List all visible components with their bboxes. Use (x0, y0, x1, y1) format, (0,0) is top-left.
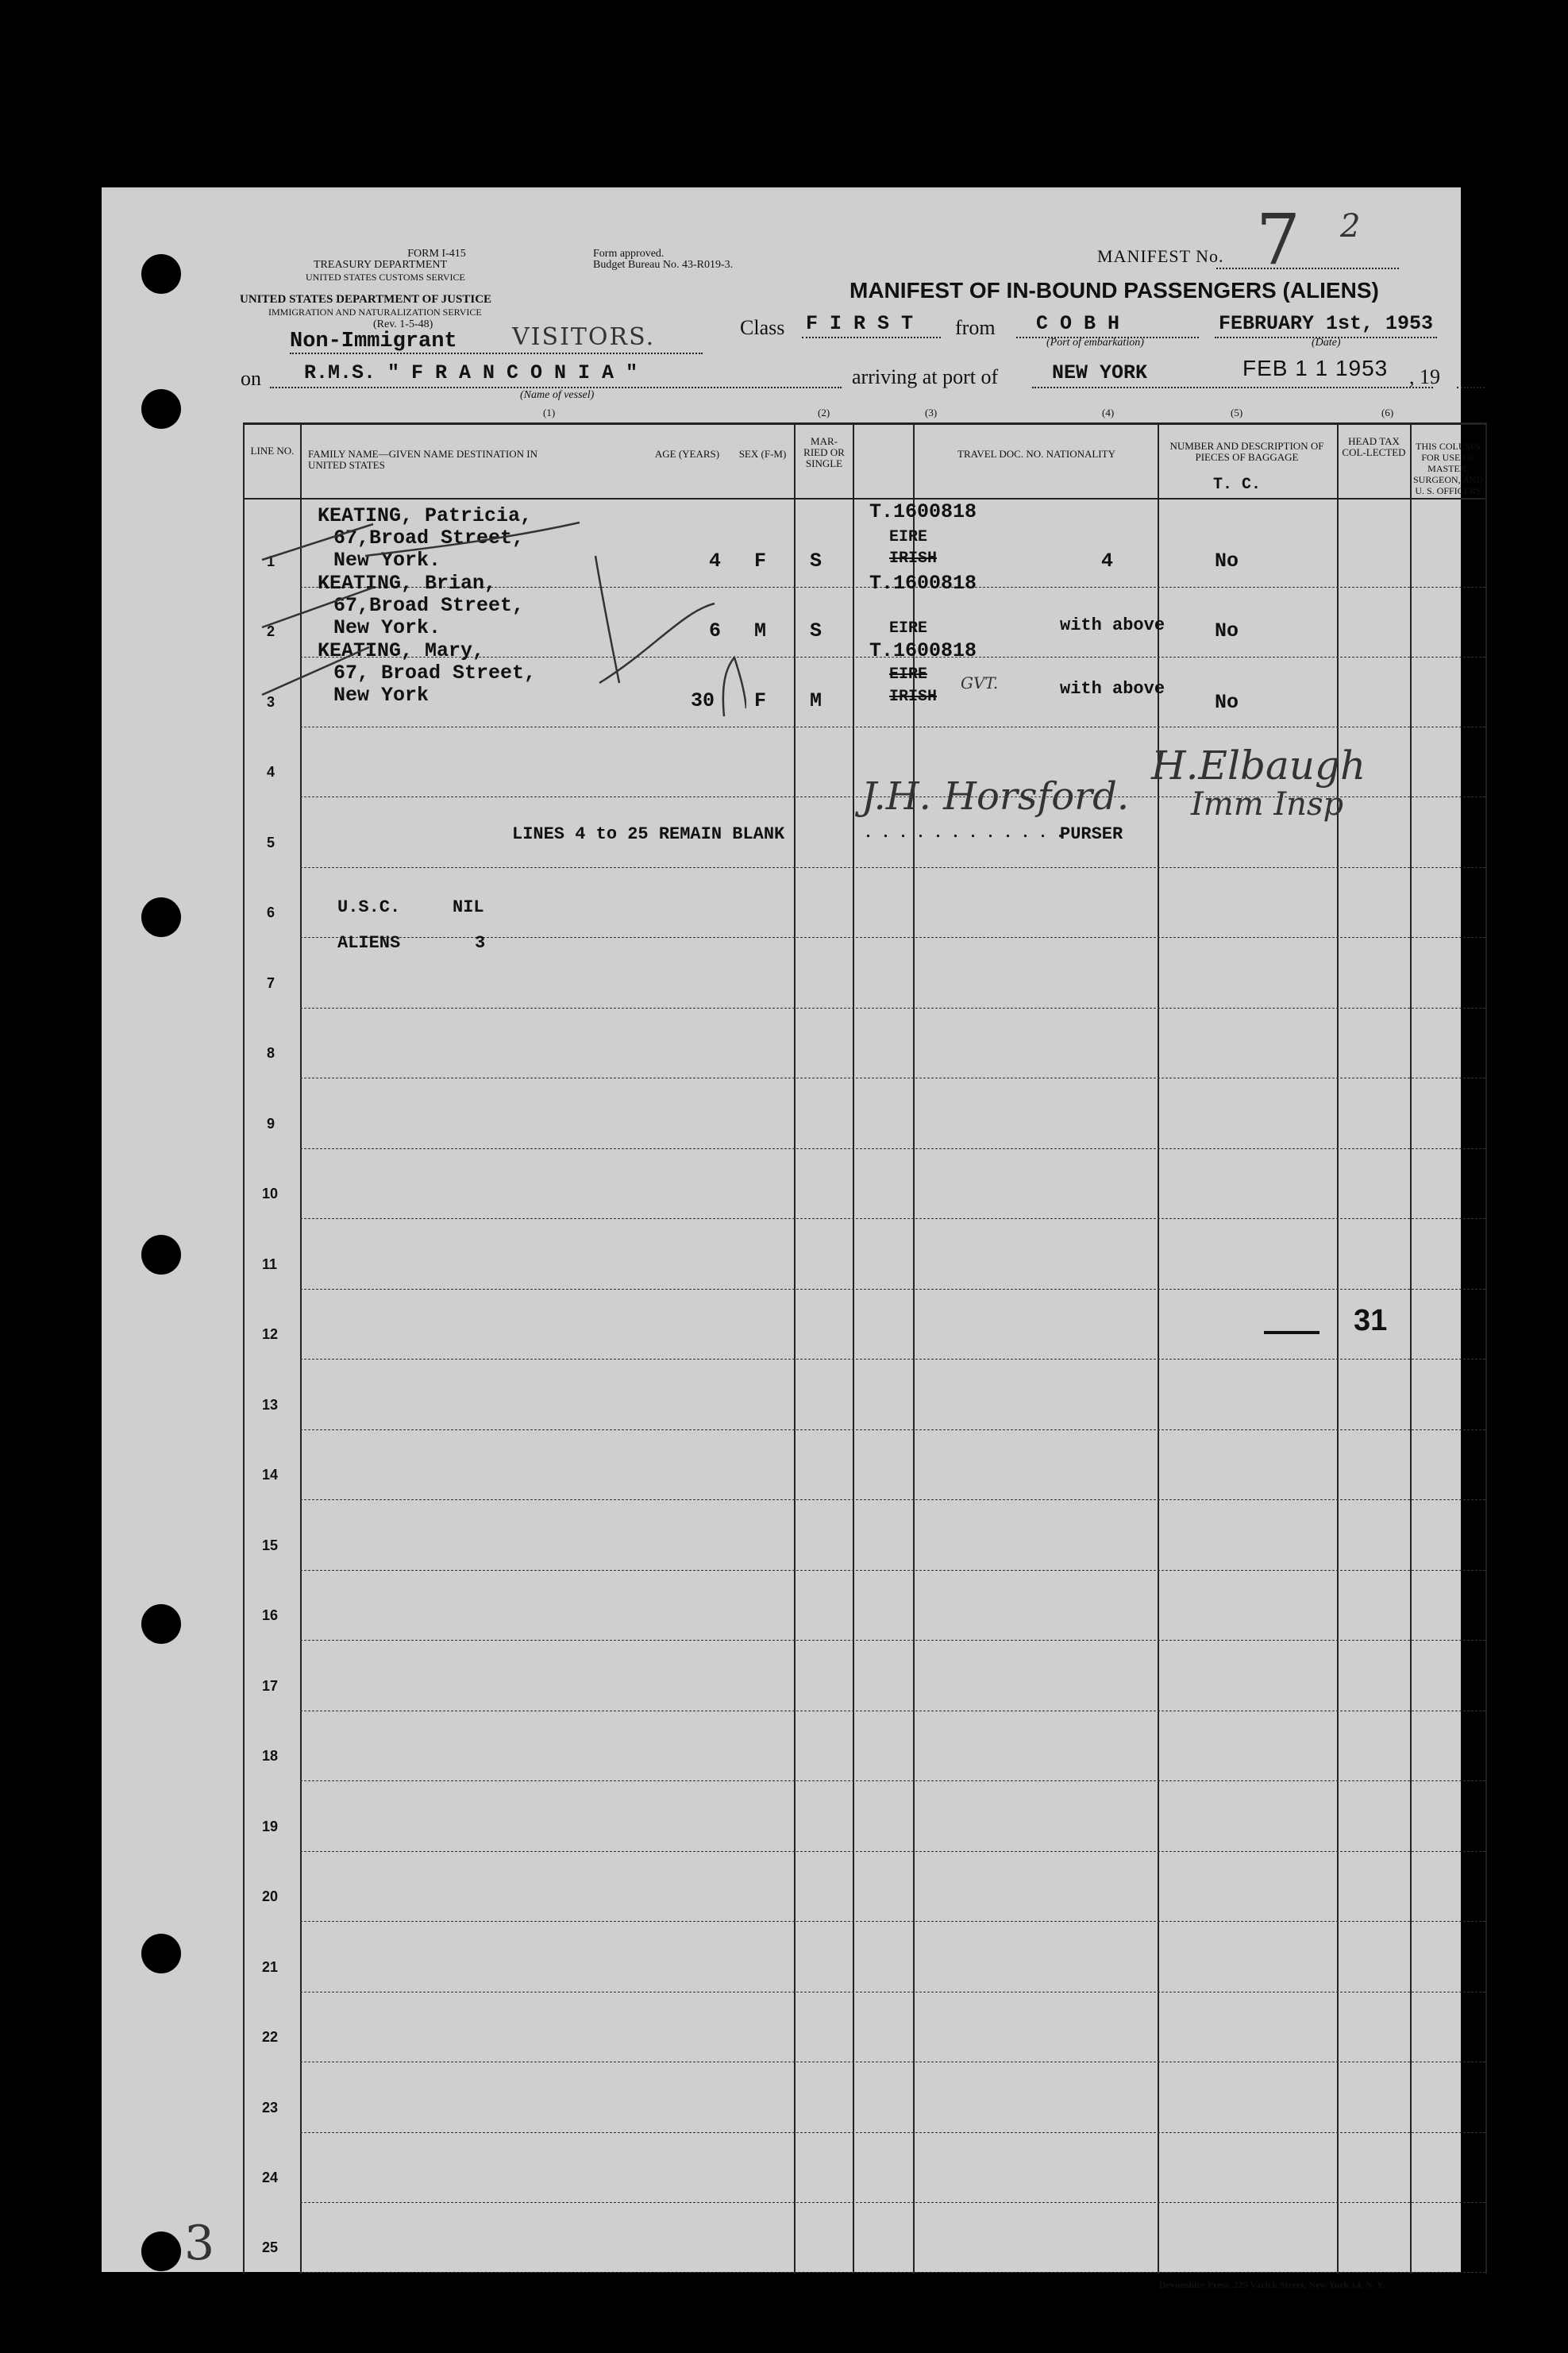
passenger-city: New York. (333, 549, 441, 572)
row-number: 23 (262, 2100, 279, 2116)
passenger-address: 67,Broad Street, (333, 594, 525, 617)
passenger-city: New York. (333, 616, 441, 639)
passenger-age: 4 (709, 550, 722, 573)
baggage-count: 4 (1101, 550, 1114, 573)
column-divider (1158, 425, 1159, 2274)
class-label: Class (740, 316, 785, 339)
travel-document: T.1600818 (869, 500, 977, 523)
row-number: 21 (262, 1959, 279, 1975)
column-number: (3) (925, 407, 938, 419)
row-number: 9 (267, 1116, 275, 1132)
row-number: 12 (262, 1326, 279, 1342)
manifest-title: MANIFEST OF IN-BOUND PASSENGERS (ALIENS) (849, 278, 1379, 303)
nationality: EIRE (889, 528, 928, 546)
column-number: (5) (1231, 407, 1243, 419)
vessel-line (270, 384, 842, 388)
binder-hole (141, 1934, 181, 1973)
passenger-address: 67,Broad Street, (333, 527, 525, 550)
blank-lines-note: LINES 4 to 25 REMAIN BLANK (512, 824, 785, 844)
column-number: (6) (1381, 407, 1394, 419)
binder-hole (141, 1604, 181, 1644)
passenger-age: 6 (709, 619, 722, 642)
handwritten-note: GVT. (961, 673, 999, 692)
margin-note: 3 (184, 2216, 215, 2271)
passenger-sex: F (754, 689, 767, 712)
column-divider (853, 425, 854, 2274)
purser-signature: J.H. Horsford. (861, 774, 1130, 819)
handwritten-tick-marks (238, 492, 746, 731)
usc-label: U.S.C. (337, 897, 401, 917)
col-line: LINE NO. (250, 445, 295, 457)
column-number: (2) (818, 407, 830, 419)
col-officers: THIS COLUMN FOR USE OF MASTER, SURGEON, AND U. S. OFFICERS (1413, 441, 1484, 496)
col-baggage: NUMBER AND DESCRIPTION OF PIECES OF BAGGAGE (1169, 440, 1324, 463)
total-rule (1264, 1331, 1320, 1334)
binder-hole (141, 897, 181, 937)
row-number: 13 (262, 1397, 279, 1413)
passenger-marital: S (810, 619, 823, 642)
row-number: 8 (267, 1045, 275, 1061)
justice-dept: UNITED STATES DEPARTMENT OF JUSTICE (240, 293, 492, 306)
class-line (802, 334, 941, 338)
row-number: 2 (267, 623, 275, 639)
passenger-sex: F (754, 550, 767, 573)
row-number: 15 (262, 1537, 279, 1553)
column-divider (1337, 425, 1339, 2274)
row-number: 14 (262, 1467, 279, 1483)
nationality: EIRE (889, 619, 928, 638)
arrival-line (1032, 384, 1433, 388)
class-value: F I R S T (806, 312, 914, 335)
budget-bureau: Budget Bureau No. 43-R019-3. (593, 259, 734, 271)
category-handwritten: VISITORS. (512, 323, 656, 351)
officer-title: Imm Insp (1191, 786, 1344, 823)
port-of-embarkation: C O B H (1036, 312, 1120, 335)
passenger-marital: S (810, 550, 823, 573)
from-label: from (955, 316, 996, 339)
baggage-description: with above (1060, 679, 1165, 699)
form-approved: Form approved. (593, 248, 665, 260)
year-suffix: , 19 (1409, 365, 1440, 388)
row-number: 6 (267, 905, 275, 920)
form-number: FORM I-415 (407, 248, 466, 260)
page-total: 31 (1354, 1304, 1388, 1337)
treasury-dept: TREASURY DEPARTMENT (314, 259, 448, 271)
category-typed: Non-Immigrant (290, 330, 457, 353)
passenger-address: 67, Broad Street, (333, 662, 537, 685)
arrival-date-stamp: FEB 1 1 1953 (1242, 356, 1389, 380)
row-number: 5 (267, 835, 275, 851)
vessel-caption: (Name of vessel) (520, 389, 595, 401)
passenger-sex: M (754, 619, 767, 642)
binder-hole (141, 2231, 181, 2271)
embarkation-date: FEBRUARY 1st, 1953 (1219, 312, 1434, 335)
row-number: 22 (262, 2029, 279, 2045)
col-head-tax: HEAD TAX COL-LECTED (1342, 435, 1406, 458)
date-caption: (Date) (1312, 337, 1341, 349)
passenger-name: KEATING, Patricia, (318, 504, 533, 527)
baggage-description: with above (1060, 615, 1165, 635)
passenger-name: KEATING, Brian, (318, 572, 497, 595)
row-number: 7 (267, 975, 275, 991)
head-tax: No (1215, 691, 1239, 714)
passenger-age: 30 (691, 689, 715, 712)
manifest-label: MANIFEST No. (1097, 246, 1224, 266)
travel-document: T.1600818 (869, 639, 977, 662)
row-number: 18 (262, 1748, 279, 1764)
column-divider (1410, 425, 1412, 2274)
struck-nationality: IRISH (889, 688, 938, 706)
manifest-number: 7 (1256, 199, 1300, 280)
row-number: 24 (262, 2170, 279, 2185)
manifest-number-note: 2 (1340, 208, 1361, 245)
row-number: 3 (267, 694, 275, 710)
struck-nationality: IRISH (889, 550, 938, 568)
head-tax: No (1215, 550, 1239, 573)
binder-hole (141, 1235, 181, 1275)
column-number: (4) (1102, 407, 1115, 419)
binder-hole (141, 254, 181, 294)
ins-service: IMMIGRATION AND NATURALIZATION SERVICE (268, 307, 482, 318)
aliens-label: ALIENS (337, 933, 401, 953)
row-number: 1 (267, 554, 275, 569)
passenger-city: New York (333, 684, 430, 707)
customs-service: UNITED STATES CUSTOMS SERVICE (306, 272, 465, 283)
col-travel-doc: TRAVEL DOC. NO. NATIONALITY (957, 448, 1115, 460)
printer-imprint: Devonshire Press, 225 Varick Street, New York 14, N. Y. (1159, 2279, 1385, 2290)
column-divider (794, 425, 796, 2274)
nationality: EIRE (889, 665, 928, 684)
arriving-label: arriving at port of (852, 365, 999, 388)
row-number: 16 (262, 1607, 279, 1623)
head-tax: No (1215, 619, 1239, 642)
row-number: 20 (262, 1888, 279, 1904)
row-number: 11 (262, 1256, 278, 1272)
usc-value: NIL (453, 897, 484, 917)
col-name: FAMILY NAME—GIVEN NAME DESTINATION IN UNITED STATES (308, 448, 538, 471)
row-number: 10 (262, 1186, 279, 1202)
col-sex: SEX (F-M) (738, 448, 787, 460)
vessel-name: R.M.S. " F R A N C O N I A " (304, 361, 638, 384)
row-number: 4 (267, 764, 275, 780)
row-number: 19 (262, 1819, 279, 1834)
aliens-value: 3 (475, 933, 486, 953)
binder-hole (141, 389, 181, 429)
passenger-name: KEATING, Mary, (318, 639, 485, 662)
on-label: on (241, 367, 261, 390)
travel-document: T.1600818 (869, 572, 977, 595)
year-line (1457, 384, 1485, 388)
row-number: 17 (262, 1678, 279, 1694)
row-number: 25 (262, 2239, 279, 2255)
arrival-port: NEW YORK (1052, 361, 1148, 384)
port-caption: (Port of embarkation) (1046, 337, 1144, 349)
revision-date: (Rev. 1-5-48) (373, 318, 433, 330)
col-age: AGE (YEARS) (654, 448, 720, 460)
passenger-marital: M (810, 689, 823, 712)
col-married: MAR-RIED OR SINGLE (803, 435, 845, 469)
purser-label: PURSER (1060, 824, 1123, 844)
officer-signature: H.Elbaugh (1151, 743, 1366, 789)
baggage-subheader: T. C. (1213, 476, 1262, 494)
column-number: (1) (543, 407, 556, 419)
manifest-number-line (1216, 258, 1399, 269)
